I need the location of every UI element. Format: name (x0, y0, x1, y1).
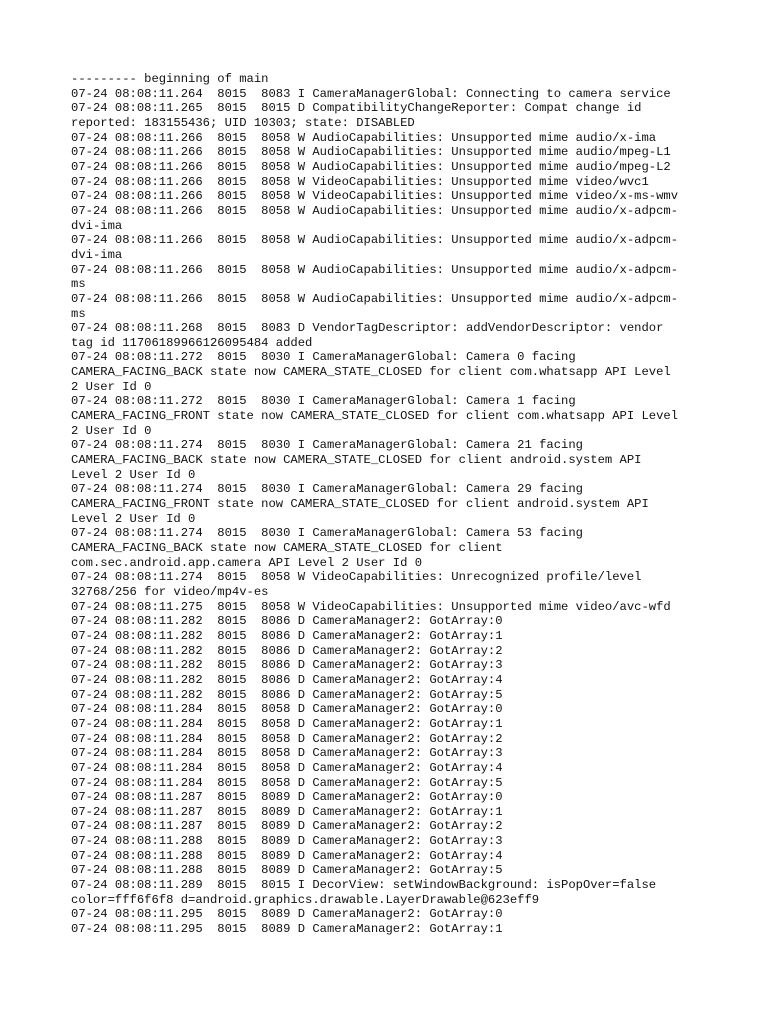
log-line: 2 User Id 0 (71, 379, 152, 394)
log-line: 07-24 08:08:11.284 8015 8058 D CameraManager2: GotArray:2 (71, 731, 503, 746)
log-line: 07-24 08:08:11.288 8015 8089 D CameraManager2: GotArray:5 (71, 863, 503, 878)
log-line: 07-24 08:08:11.266 8015 8058 W AudioCapabilities: Unsupported mime audio/x-adpcm- (71, 262, 679, 277)
log-line: 07-24 08:08:11.264 8015 8083 I CameraManagerGlobal: Connecting to camera service (71, 86, 671, 101)
log-line: Level 2 User Id 0 (71, 467, 196, 482)
log-line: 07-24 08:08:11.266 8015 8058 W AudioCapabilities: Unsupported mime audio/x-adpcm- (71, 291, 679, 306)
log-line: 07-24 08:08:11.287 8015 8089 D CameraManager2: GotArray:1 (71, 804, 503, 819)
log-line: 07-24 08:08:11.282 8015 8086 D CameraManager2: GotArray:1 (71, 628, 503, 643)
log-text-block (71, 72, 711, 937)
log-line: Level 2 User Id 0 (71, 511, 196, 526)
log-line: 07-24 08:08:11.265 8015 8015 D CompatibilityChangeReporter: Compat change id (71, 101, 642, 116)
log-line: 07-24 08:08:11.289 8015 8015 I DecorView: setWindowBackground: isPopOver=false (71, 878, 657, 893)
log-line: 07-24 08:08:11.282 8015 8086 D CameraManager2: GotArray:0 (71, 614, 503, 629)
log-line: 07-24 08:08:11.282 8015 8086 D CameraManager2: GotArray:3 (71, 658, 503, 673)
log-line: 32768/256 for video/mp4v-es (71, 584, 269, 599)
log-line: 07-24 08:08:11.272 8015 8030 I CameraManagerGlobal: Camera 1 facing (71, 394, 576, 409)
log-line: tag id 11706189966126095484 added (71, 335, 313, 350)
log-line: CAMERA_FACING_BACK state now CAMERA_STATE_CLOSED for client (71, 541, 503, 555)
log-line: 07-24 08:08:11.284 8015 8058 D CameraManager2: GotArray:4 (71, 760, 503, 775)
log-line: 07-24 08:08:11.288 8015 8089 D CameraManager2: GotArray:4 (71, 848, 503, 863)
log-line: 07-24 08:08:11.275 8015 8058 W VideoCapabilities: Unsupported mime video/avc-wfd (71, 599, 671, 614)
log-line: dvi-ima (71, 218, 123, 233)
log-line: 07-24 08:08:11.268 8015 8083 D VendorTagDescriptor: addVendorDescriptor: vendor (71, 321, 664, 336)
log-line: color=fff6f6f8 d=android.graphics.drawable.LayerDrawable@623eff9 (71, 892, 540, 907)
log-line: 07-24 08:08:11.266 8015 8058 W AudioCapabilities: Unsupported mime audio/x-adpcm- (71, 203, 679, 218)
log-line: 07-24 08:08:11.266 8015 8058 W VideoCapabilities: Unsupported mime video/wvc1 (71, 174, 649, 189)
log-line: com.sec.android.app.camera API Level 2 User Id 0 (71, 555, 423, 570)
log-line: 07-24 08:08:11.266 8015 8058 W AudioCapabilities: Unsupported mime audio/x-adpcm- (71, 233, 679, 248)
log-line: 07-24 08:08:11.295 8015 8089 D CameraManager2: GotArray:1 (71, 922, 503, 937)
log-line: --------- beginning of main (71, 72, 269, 86)
log-line: 07-24 08:08:11.287 8015 8089 D CameraManager2: GotArray:0 (71, 790, 503, 805)
log-line: 07-24 08:08:11.274 8015 8030 I CameraManagerGlobal: Camera 21 facing (71, 438, 583, 453)
log-line: 07-24 08:08:11.274 8015 8058 W VideoCapabilities: Unrecognized profile/level (71, 570, 642, 585)
log-line: 2 User Id 0 (71, 423, 152, 438)
log-line: 07-24 08:08:11.282 8015 8086 D CameraManager2: GotArray:2 (71, 643, 503, 658)
log-line: 07-24 08:08:11.266 8015 8058 W AudioCapabilities: Unsupported mime audio/mpeg-L1 (71, 145, 671, 160)
log-line: 07-24 08:08:11.284 8015 8058 D CameraManager2: GotArray:1 (71, 716, 503, 731)
log-line: CAMERA_FACING_BACK state now CAMERA_STATE_CLOSED for client com.whatsapp API Level (71, 365, 671, 380)
log-line: CAMERA_FACING_FRONT state now CAMERA_STATE_CLOSED for client android.system API (71, 497, 649, 512)
log-line: 07-24 08:08:11.272 8015 8030 I CameraManagerGlobal: Camera 0 facing (71, 350, 576, 365)
log-line: reported: 183155436; UID 10303; state: DISABLED (71, 115, 415, 130)
log-line: 07-24 08:08:11.274 8015 8030 I CameraManagerGlobal: Camera 53 facing (71, 526, 583, 541)
log-line: 07-24 08:08:11.282 8015 8086 D CameraManager2: GotArray:4 (71, 672, 503, 687)
log-line: 07-24 08:08:11.295 8015 8089 D CameraManager2: GotArray:0 (71, 907, 503, 922)
log-line: 07-24 08:08:11.266 8015 8058 W VideoCapabilities: Unsupported mime video/x-ms-wmv (71, 189, 679, 204)
log-line: 07-24 08:08:11.288 8015 8089 D CameraManager2: GotArray:3 (71, 834, 503, 849)
log-line: 07-24 08:08:11.284 8015 8058 D CameraManager2: GotArray:3 (71, 746, 503, 761)
log-line: 07-24 08:08:11.274 8015 8030 I CameraManagerGlobal: Camera 29 facing (71, 482, 583, 497)
log-line: CAMERA_FACING_FRONT state now CAMERA_STATE_CLOSED for client com.whatsapp API Level (71, 409, 679, 424)
log-line: 07-24 08:08:11.284 8015 8058 D CameraManager2: GotArray:5 (71, 775, 503, 790)
log-line: 07-24 08:08:11.287 8015 8089 D CameraManager2: GotArray:2 (71, 819, 503, 834)
log-line: 07-24 08:08:11.282 8015 8086 D CameraManager2: GotArray:5 (71, 687, 503, 702)
log-line: 07-24 08:08:11.266 8015 8058 W AudioCapabilities: Unsupported mime audio/mpeg-L2 (71, 159, 671, 174)
log-line: ms (71, 277, 86, 292)
log-line: ms (71, 306, 86, 321)
log-line: dvi-ima (71, 247, 123, 262)
log-line: 07-24 08:08:11.284 8015 8058 D CameraManager2: GotArray:0 (71, 702, 503, 717)
log-line: 07-24 08:08:11.266 8015 8058 W AudioCapabilities: Unsupported mime audio/x-ima (71, 130, 657, 145)
log-line: CAMERA_FACING_BACK state now CAMERA_STATE_CLOSED for client android.system API (71, 453, 642, 468)
